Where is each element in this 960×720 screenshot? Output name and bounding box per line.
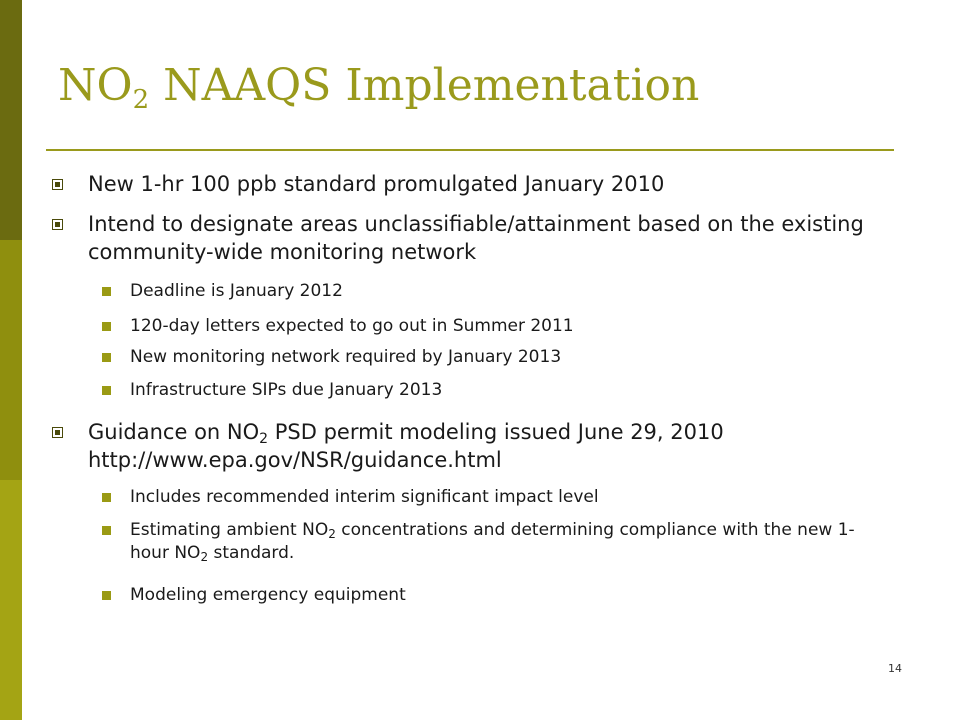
square-bullet-icon bbox=[102, 526, 111, 535]
sub-bullet-text: Modeling emergency equipment bbox=[130, 585, 406, 605]
square-bullet-icon bbox=[52, 219, 63, 230]
title-text-post: NAAQS Implementation bbox=[149, 60, 700, 111]
sub-bullet-text-a: Estimating ambient NO bbox=[130, 520, 329, 540]
sub-bullet-text-b: concentrations and determining compliance with the new 1-hour NO bbox=[130, 520, 855, 563]
sub-bullet-3-3 bbox=[130, 584, 890, 607]
sub-bullet-2-1 bbox=[130, 280, 890, 303]
sub-bullet-text: Infrastructure SIPs due January 2013 bbox=[130, 380, 443, 400]
bullet-2 bbox=[88, 210, 908, 266]
square-bullet-icon bbox=[102, 322, 111, 331]
sub-bullet-text: Includes recommended interim significant impact level bbox=[130, 487, 599, 507]
bullet-3-text-post: PSD permit modeling issued June 29, 2010 bbox=[268, 420, 724, 444]
square-bullet-icon bbox=[102, 591, 111, 600]
sub-bullet-3-1 bbox=[130, 486, 890, 509]
bullet-1 bbox=[88, 170, 908, 198]
sub-bullet-2-2 bbox=[130, 315, 890, 338]
sub-bullet-text-c: standard. bbox=[208, 543, 295, 563]
bullet-2-text: Intend to designate areas unclassifiable/attainment based on the existing community-wide monitoring network bbox=[88, 212, 864, 264]
sub-bullet-2-4 bbox=[130, 379, 890, 402]
bullet-1-text: New 1-hr 100 ppb standard promulgated January 2010 bbox=[88, 172, 665, 196]
square-bullet-icon bbox=[102, 493, 111, 502]
title-text-pre: NO bbox=[58, 60, 133, 111]
sub-bullet-2-3 bbox=[130, 346, 890, 369]
square-bullet-icon bbox=[52, 427, 63, 438]
bullet-3-text-pre: Guidance on NO bbox=[88, 420, 260, 444]
subscript-b: 2 bbox=[200, 550, 209, 564]
square-bullet-icon bbox=[52, 179, 63, 190]
bullet-3-subscript: 2 bbox=[259, 431, 269, 447]
sub-bullet-3-2 bbox=[130, 519, 860, 565]
page-number: 14 bbox=[888, 662, 902, 675]
title-subscript: 2 bbox=[132, 85, 150, 115]
sub-bullet-text: New monitoring network required by January 2013 bbox=[130, 347, 562, 367]
sub-bullet-text: Deadline is January 2012 bbox=[130, 281, 343, 301]
subscript-a: 2 bbox=[328, 527, 336, 541]
square-bullet-icon bbox=[102, 287, 111, 296]
square-bullet-icon bbox=[102, 386, 111, 395]
sub-bullet-text: 120-day letters expected to go out in Summer 2011 bbox=[130, 316, 574, 336]
bullet-3 bbox=[88, 418, 908, 474]
guidance-url-link[interactable]: http://www.epa.gov/NSR/guidance.html bbox=[88, 448, 502, 472]
square-bullet-icon bbox=[102, 353, 111, 362]
